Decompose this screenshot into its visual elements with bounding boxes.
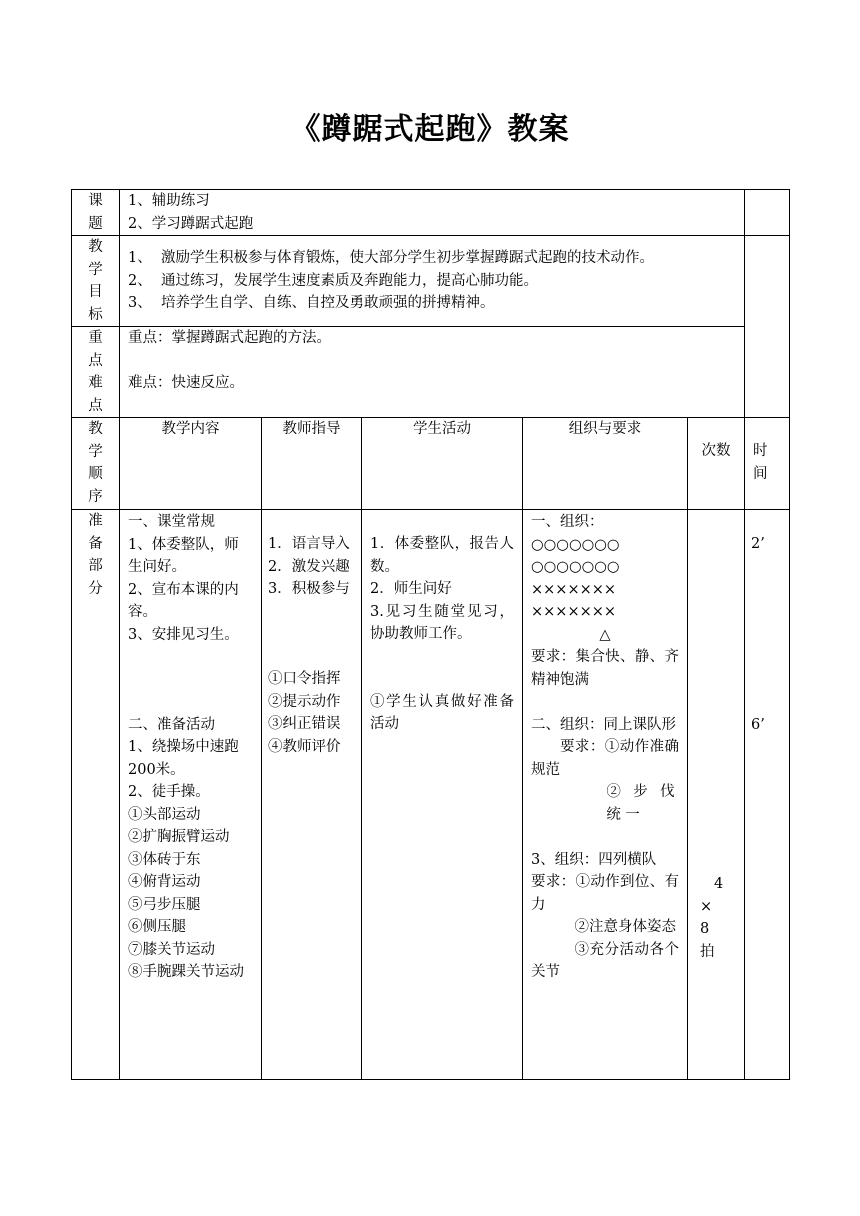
goals-label: 教 学 目 标 <box>72 236 120 327</box>
org-requirement: 要求：①动作到位、有力 <box>531 874 679 913</box>
header-row <box>72 418 790 510</box>
teacher-item: ③纠正错误 <box>268 716 341 732</box>
student-item: 2．师生问好 <box>370 581 452 597</box>
teacher-item: ④教师评价 <box>268 738 341 755</box>
formation-row: ○○○○○○○ <box>531 559 620 575</box>
teacher-item: 1．语言导入 <box>268 536 350 552</box>
header-order-label: 教 学 顺 序 <box>72 418 120 510</box>
student-item: 1．体委整队，报告人数。 <box>370 536 514 575</box>
goals-extra-cell <box>745 236 790 418</box>
content-item: ③体砖于东 <box>128 851 201 868</box>
formation-row: ××××××× <box>531 581 617 598</box>
section-time <box>745 510 790 1080</box>
section-content <box>120 510 262 1080</box>
org-requirement: ③充分活动各个关节 <box>531 941 679 980</box>
content-item: ⑥侧压腿 <box>128 919 186 935</box>
goal-item: 1、 激励学生积极参与体育锻炼，使大部分学生初步掌握蹲踞式起跑的技术动作。 <box>128 250 654 267</box>
goals-row <box>72 236 790 327</box>
goals-content <box>120 236 745 327</box>
content-item: 3、安排见习生。 <box>128 626 239 643</box>
content-item: ④俯背运动 <box>128 874 201 890</box>
section-student <box>362 510 523 1080</box>
key-point: 重点：掌握蹲踞式起跑的方法。 <box>128 330 331 346</box>
topic-item: 1、辅助练习 <box>128 193 210 209</box>
content-item: 2、徒手操。 <box>128 784 210 800</box>
lesson-plan-table <box>71 189 790 1080</box>
header-organization: 组织与要求 <box>523 418 688 510</box>
content-item: 一、课堂常规 <box>128 514 215 530</box>
keypoints-row <box>72 327 790 418</box>
section-count: 4 × 8 拍 <box>688 510 745 1080</box>
org-heading: 3、组织：四列横队 <box>531 851 657 868</box>
section-organization <box>523 510 688 1080</box>
goal-item: 2、 通过练习，发展学生速度素质及奔跑能力，提高心肺功能。 <box>128 272 538 289</box>
student-item: 3.见习生随堂见习，协助教师工作。 <box>370 603 514 642</box>
time-value: 2’ <box>751 536 765 552</box>
teacher-item: ①口令指挥 <box>268 671 341 687</box>
topic-content <box>120 190 745 236</box>
teacher-item: 3．积极参与 <box>268 581 350 597</box>
org-requirement: ②步伐统一 <box>606 784 679 823</box>
topic-extra-cell <box>745 190 790 236</box>
teacher-mark: △ <box>599 626 611 643</box>
header-teacher: 教师指导 <box>262 418 362 510</box>
time-value: 6’ <box>751 716 765 733</box>
formation-row: ××××××× <box>531 604 617 620</box>
org-requirement: ②注意身体姿态 <box>574 919 676 935</box>
formation-row: ○○○○○○○ <box>531 536 620 553</box>
content-item: 1、绕操场中速跑200米。 <box>128 739 239 778</box>
preparation-row <box>72 510 790 1080</box>
org-heading: 一、组织： <box>531 514 604 530</box>
teacher-item: 2．激发兴趣 <box>268 558 350 575</box>
topic-row <box>72 190 790 236</box>
content-item: ⑧手腕踝关节运动 <box>128 964 244 980</box>
difficulty-point: 难点：快速反应。 <box>128 375 244 391</box>
keypoints-content <box>120 327 745 418</box>
content-item: 2、宣布本课的内容。 <box>128 581 239 620</box>
header-student: 学生活动 <box>362 418 523 510</box>
org-heading: 二、组织：同上课队形 <box>531 716 676 733</box>
topic-item: 2、学习蹲踞式起跑 <box>128 215 254 232</box>
keypoints-label: 重 点 难 点 <box>72 327 120 418</box>
student-item: ①学生认真做好准备活动 <box>370 693 514 732</box>
content-item: 二、准备活动 <box>128 716 215 733</box>
header-time: 时 间 <box>745 418 790 510</box>
section-teacher <box>262 510 362 1080</box>
content-item: ⑤弓步压腿 <box>128 896 201 913</box>
page-title: 《蹲踞式起跑》教案 <box>290 112 570 147</box>
topic-label: 课 题 <box>72 190 120 236</box>
content-item: ②扩胸振臂运动 <box>128 829 230 845</box>
goal-item: 3、 培养学生自学、自练、自控及勇敢顽强的拼搏精神。 <box>128 295 495 312</box>
teacher-item: ②提示动作 <box>268 693 341 710</box>
content-item: 1、体委整队，师生问好。 <box>128 536 239 575</box>
content-item: ①头部运动 <box>128 806 201 823</box>
org-requirement: 要求：集合快、静、齐精神饱满 <box>531 649 679 688</box>
content-item: ⑦膝关节运动 <box>128 941 215 958</box>
header-count: 次数 <box>688 418 745 510</box>
section-label: 准 备 部 分 <box>72 510 120 1080</box>
org-requirement: 要求：①动作准确规范 <box>531 739 679 778</box>
header-content: 教学内容 <box>120 418 262 510</box>
